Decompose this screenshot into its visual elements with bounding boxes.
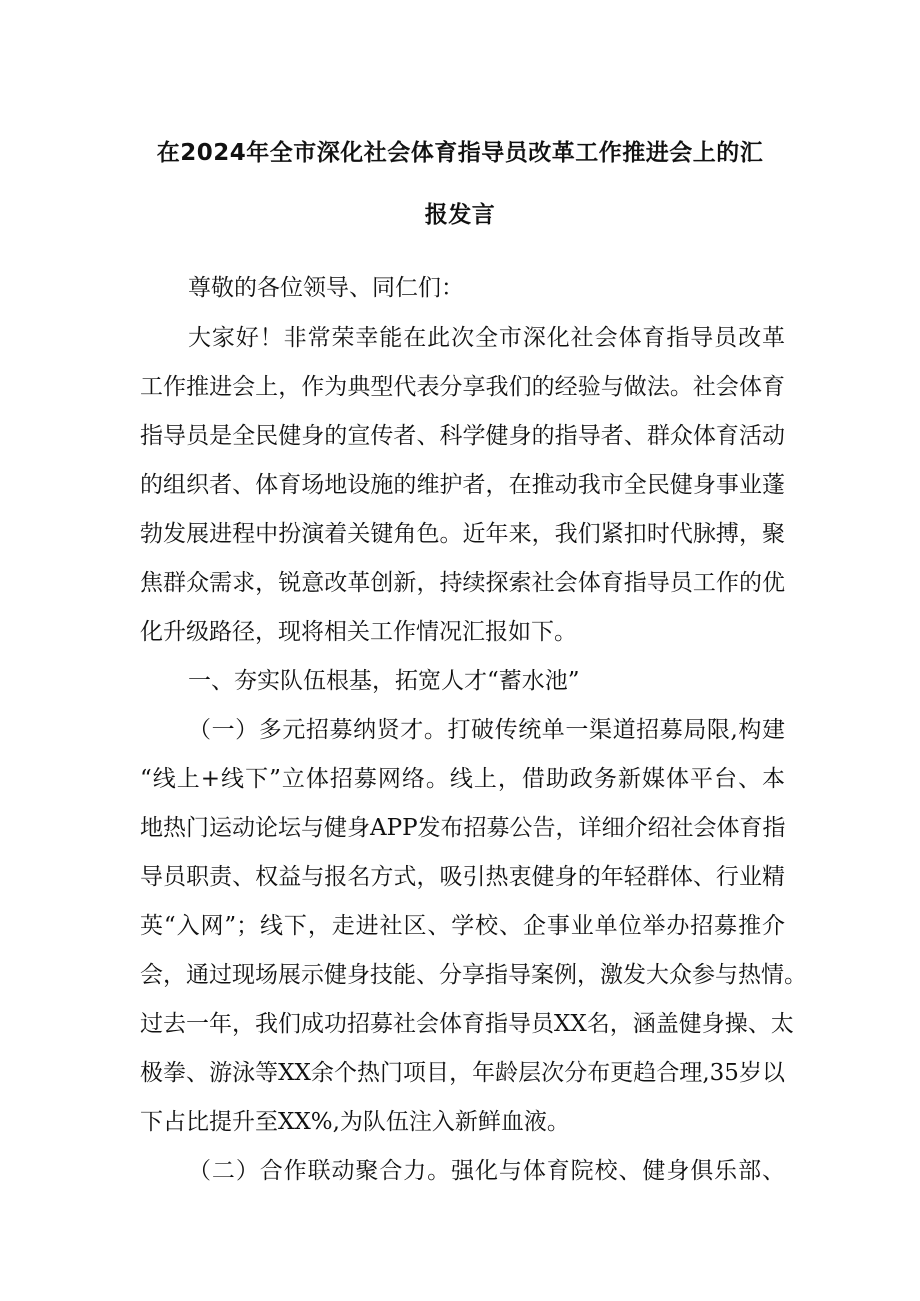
- paragraph-line: 勃发展进程中扮演着关键角色。近年来，我们紧扣时代脉搏，聚: [140, 521, 785, 547]
- paragraph-line: 指导员是全民健身的宣传者、科学健身的指导者、群众体育活动: [140, 423, 785, 449]
- paragraph-line: 焦群众需求，锐意改革创新，持续探索社会体育指导员工作的优: [140, 570, 785, 596]
- section-heading: 一、夯实队伍根基，拓宽人才“蓄水池”: [188, 668, 580, 694]
- paragraph-line: “线上+线下”立体招募网络。线上，借助政务新媒体平台、本: [140, 766, 785, 792]
- document-title-line-2: 报发言: [424, 202, 496, 228]
- paragraph-line: 会，通过现场展示健身技能、分享指导案例，激发大众参与热情。: [140, 962, 807, 988]
- paragraph-line: 极拳、游泳等XX余个热门项目，年龄层次分布更趋合理,35岁以: [140, 1060, 785, 1086]
- salutation: 尊敬的各位领导、同仁们：: [188, 275, 464, 301]
- paragraph-line: （二）合作联动聚合力。强化与体育院校、健身俱乐部、: [188, 1158, 785, 1184]
- paragraph-line: 地热门运动论坛与健身APP发布招募公告，详细介绍社会体育指: [140, 815, 786, 841]
- paragraph-line: （一）多元招募纳贤才。打破传统单一渠道招募局限,构建: [188, 717, 785, 743]
- paragraph-line: 导员职责、权益与报名方式，吸引热衷健身的年轻群体、行业精: [140, 864, 785, 890]
- paragraph-line: 英“入网”；线下，走进社区、学校、企事业单位举办招募推介: [140, 913, 785, 939]
- document-title-line-1: 在2024年全市深化社会体育指导员改革工作推进会上的汇: [156, 140, 764, 166]
- paragraph-line: 下占比提升至XX%,为队伍注入新鲜血液。: [140, 1109, 570, 1135]
- paragraph-line: 过去一年，我们成功招募社会体育指导员XX名，涵盖健身操、太: [140, 1011, 794, 1037]
- paragraph-line: 大家好！非常荣幸能在此次全市深化社会体育指导员改革: [188, 325, 785, 351]
- paragraph-line: 工作推进会上，作为典型代表分享我们的经验与做法。社会体育: [140, 374, 785, 400]
- paragraph-line: 的组织者、体育场地设施的维护者，在推动我市全民健身事业蓬: [140, 472, 785, 498]
- paragraph-line: 化升级路径，现将相关工作情况汇报如下。: [140, 619, 577, 645]
